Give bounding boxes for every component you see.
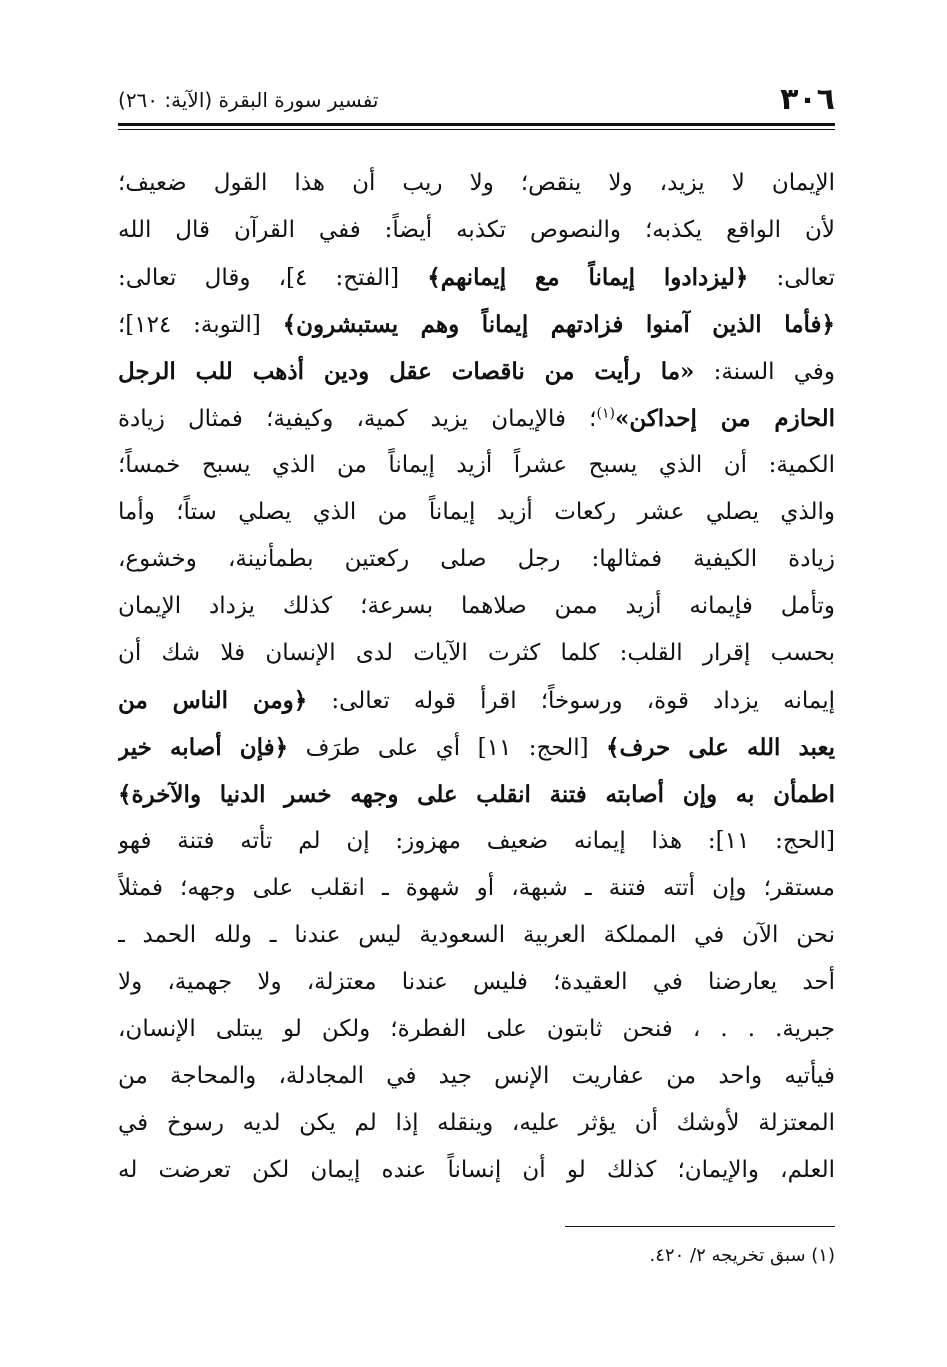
- hadith-quote: الحازم من إحداكن»: [614, 405, 835, 432]
- text-line: وتأمل فإيمانه أزيد ممن صلاهما بسرعة؛ كذلك يزداد الإيمان: [118, 593, 835, 619]
- quran-quote: ﴿فإن أصابه خير: [118, 734, 289, 761]
- text-line: [118, 771, 835, 818]
- text-line: [الحج: ١١]: هذا إيمانه ضعيف مهزوز: إن لم تأته فتنة فهو: [118, 828, 835, 854]
- footnote-reference: (١): [596, 405, 615, 422]
- body-text: [118, 160, 835, 1194]
- text-line: نحن الآن في المملكة العربية السعودية ليس عندنا ـ ولله الحمد ـ: [118, 922, 835, 948]
- text-line: الكمية: أن الذي يسبح عشراً أزيد إيماناً من الذي يسبح خمساً؛: [118, 452, 835, 478]
- header-rule-thin: [118, 129, 835, 130]
- text-line: [118, 677, 835, 724]
- text-run: ؛ فالإيمان يزيد كمية، وكيفية؛ فمثال زيادة: [118, 406, 597, 432]
- text-line: مستقر؛ وإن أتته فتنة ـ شبهة، أو شهوة ـ انقلب على وجهه؛ فمثلاً: [118, 875, 835, 901]
- hadith-quote: «ما رأيت من ناقصات عقل ودين أذهب للب الرجل: [118, 358, 695, 385]
- text-line: جبرية. . . ، فنحن ثابتون على الفطرة؛ ولكن لو يبتلى الإنسان،: [118, 1016, 835, 1042]
- text-line: [118, 348, 835, 395]
- text-line: بحسب إقرار القلب: كلما كثرت الآيات لدى الإنسان فلا شك أن: [118, 640, 835, 666]
- page-number: ٣٠٦: [780, 82, 835, 117]
- footnote-rule: [565, 1226, 835, 1227]
- text-line: العلم، والإيمان؛ كذلك لو أن إنساناً عنده إيمان لكن تعرضت له: [118, 1157, 835, 1183]
- text-run: [الفتح: ٤]، وقال تعالى:: [118, 265, 428, 291]
- text-line: [118, 724, 835, 771]
- text-line: [118, 301, 835, 348]
- running-title: تفسير سورة البقرة (الآية: ٢٦٠): [118, 88, 379, 112]
- text-line: [118, 254, 835, 301]
- text-run: [التوبة: ١٢٤]؛: [118, 312, 283, 338]
- page-header: [118, 80, 835, 122]
- text-run: إيمانه يزداد قوة، ورسوخاً؛ اقرأ قوله تعالى:: [307, 688, 835, 714]
- text-run: [الحج: ١١] أي على طرَف: [288, 735, 606, 761]
- text-line: فيأتيه واحد من عفاريت الإنس جيد في المجادلة، والمحاجة من: [118, 1063, 835, 1089]
- text-line: الإيمان لا يزيد، ولا ينقص؛ ولا ريب أن هذا القول ضعيف؛: [118, 170, 835, 196]
- text-line: زيادة الكيفية فمثالها: رجل صلى ركعتين بطمأنينة، وخشوع،: [118, 546, 835, 572]
- quran-quote: اطمأن به وإن أصابته فتنة انقلب على وجهه خسر الدنيا والآخرة﴾: [118, 781, 835, 808]
- quran-quote: ﴿ومن الناس من: [118, 687, 308, 714]
- text-line: أحد يعارضنا في العقيدة؛ فليس عندنا معتزلة، ولا جهمية، ولا: [118, 969, 835, 995]
- text-line: والذي يصلي عشر ركعات أزيد إيماناً من الذي يصلي ستاً؛ وأما: [118, 499, 835, 525]
- text-line: لأن الواقع يكذبه؛ والنصوص تكذبه أيضاً: ففي القرآن قال الله: [118, 217, 835, 243]
- text-line: المعتزلة لأوشك أن يؤثر عليه، وينقله إذا لم يكن لديه رسوخ في: [118, 1110, 835, 1136]
- footnote: (١) سبق تخريجه ٢/ ٤٢٠.: [649, 1245, 835, 1266]
- quran-quote: ﴿فأما الذين آمنوا فزادتهم إيماناً وهم يستبشرون﴾: [282, 311, 835, 338]
- header-rule-thick: [118, 123, 835, 126]
- quran-quote: ﴿ليزدادوا إيماناً مع إيمانهم﴾: [427, 264, 749, 291]
- text-run: وفي السنة:: [694, 359, 835, 385]
- text-line: [118, 395, 835, 442]
- quran-quote: يعبد الله على حرف﴾: [606, 734, 835, 761]
- text-run: تعالى:: [748, 265, 835, 291]
